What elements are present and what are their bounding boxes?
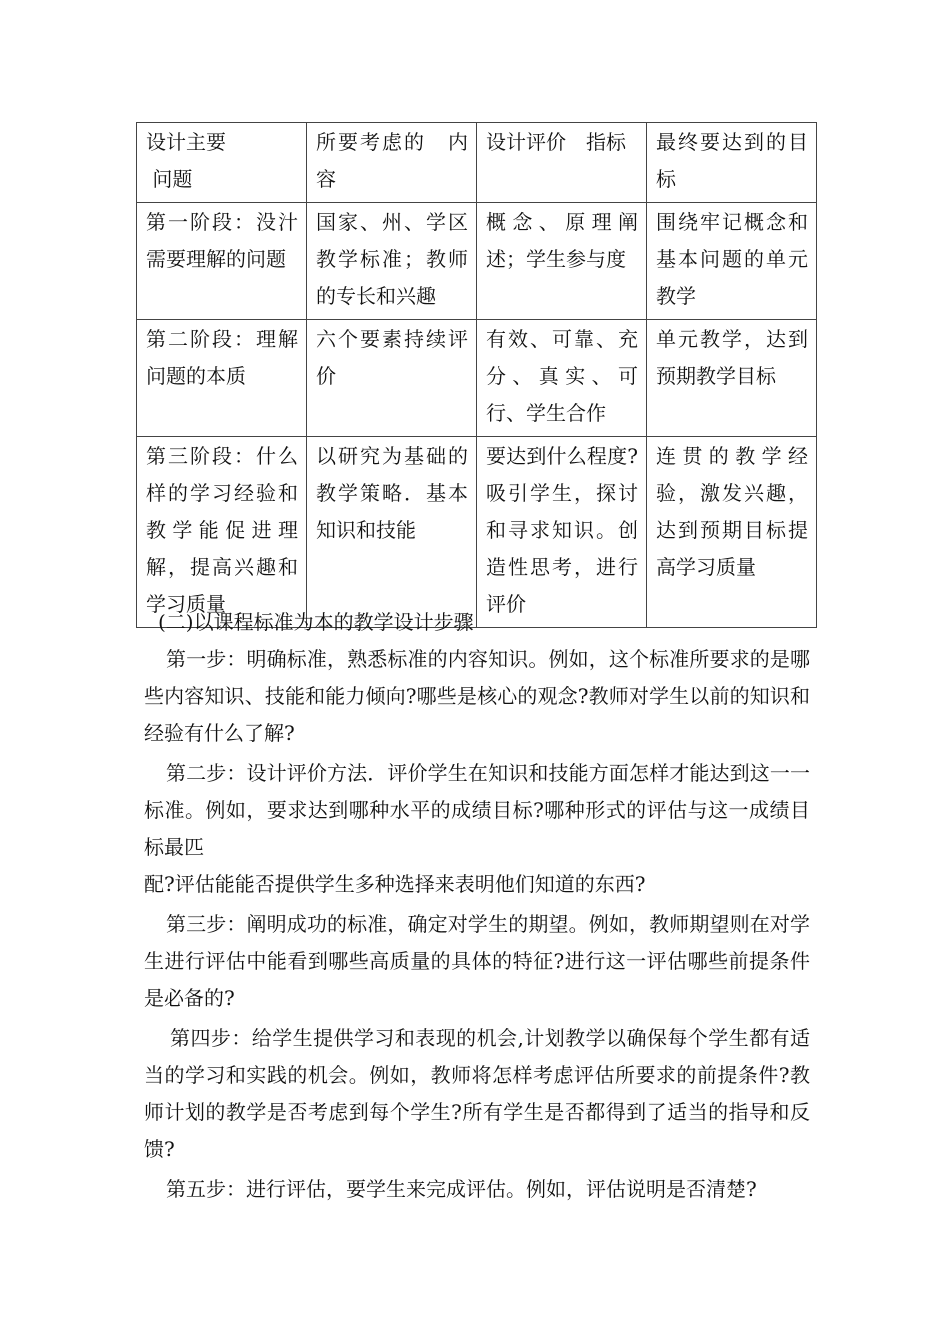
design-table (136, 122, 817, 628)
table-cell: 有效、可靠、充分、真实、可行、学生合作 (477, 320, 647, 437)
table-cell: 连贯的教学经验，激发兴趣，达到预期目标提高学习质量 (647, 437, 817, 628)
table-cell: 第一阶段：没汁需要理解的问题 (137, 203, 307, 320)
table-cell: 概念、原理阐述；学生参与度 (477, 203, 647, 320)
table-cell: 围绕牢记概念和基本问题的单元教学 (647, 203, 817, 320)
table-cell: 以研究为基础的教学策略．基本知识和技能 (307, 437, 477, 628)
paragraph-step-2: 第二步：设计评价方法．评价学生在知识和技能方面怎样才能达到这一一标准。例如，要求达到哪种水平的成绩目标?哪种形式的评估与这一成绩目标最匹 (144, 761, 810, 859)
header-cell: 所要考虑的 内容 (307, 123, 477, 203)
table-row (137, 437, 817, 628)
table-cell: 单元教学，达到预期教学目标 (647, 320, 817, 437)
header-text: 设计主要 问题 (146, 130, 226, 191)
section-heading: (二)以课程标准为本的教学设计步骤 (158, 610, 474, 634)
table-cell: 六个要素持续评价 (307, 320, 477, 437)
table-cell: 第三阶段：什么样的学习经验和教学能促进理解，提高兴趣和学习质量 (137, 437, 307, 628)
header-cell: 最终要达到的目标 (647, 123, 817, 203)
paragraph-continuation: 配?评估能能否提供学生多种选择来表明他们知道的东西? (144, 872, 646, 896)
body-text (144, 641, 810, 1208)
table-row (137, 203, 817, 320)
table-cell: 国家、州、学区教学标准；教师的专长和兴趣 (307, 203, 477, 320)
paragraph-step-1: 第一步：明确标准，熟悉标准的内容知识。例如，这个标准所要求的是哪些内容知识、技能和能力倾向?哪些是核心的观念?教师对学生以前的知识和经验有什么了解? (144, 647, 810, 745)
header-cell: 设计评价 指标 (477, 123, 647, 203)
table-header-row (137, 123, 817, 203)
header-cell (137, 123, 307, 203)
paragraph-step-4: 第四步：给学生提供学习和表现的机会,计划教学以确保每个学生都有适当的学习和实践的机会。例如，教师将怎样考虑评估所要求的前提条件?教师计划的教学是否考虑到每个学生?所有学生是否都得到了适当的指导和反馈? (144, 1026, 810, 1161)
paragraph-step-5: 第五步：进行评估，要学生来完成评估。例如，评估说明是否清楚? (166, 1177, 757, 1201)
table-cell: 要达到什么程度?吸引学生，探讨和寻求知识。创造性思考，进行评价 (477, 437, 647, 628)
paragraph-step-3: 第三步：阐明成功的标准，确定对学生的期望。例如，教师期望则在对学生进行评估中能看到哪些高质量的具体的特征?进行这一评估哪些前提条件是必备的? (144, 912, 810, 1010)
table-cell: 第二阶段：理解问题的本质 (137, 320, 307, 437)
table-row (137, 320, 817, 437)
